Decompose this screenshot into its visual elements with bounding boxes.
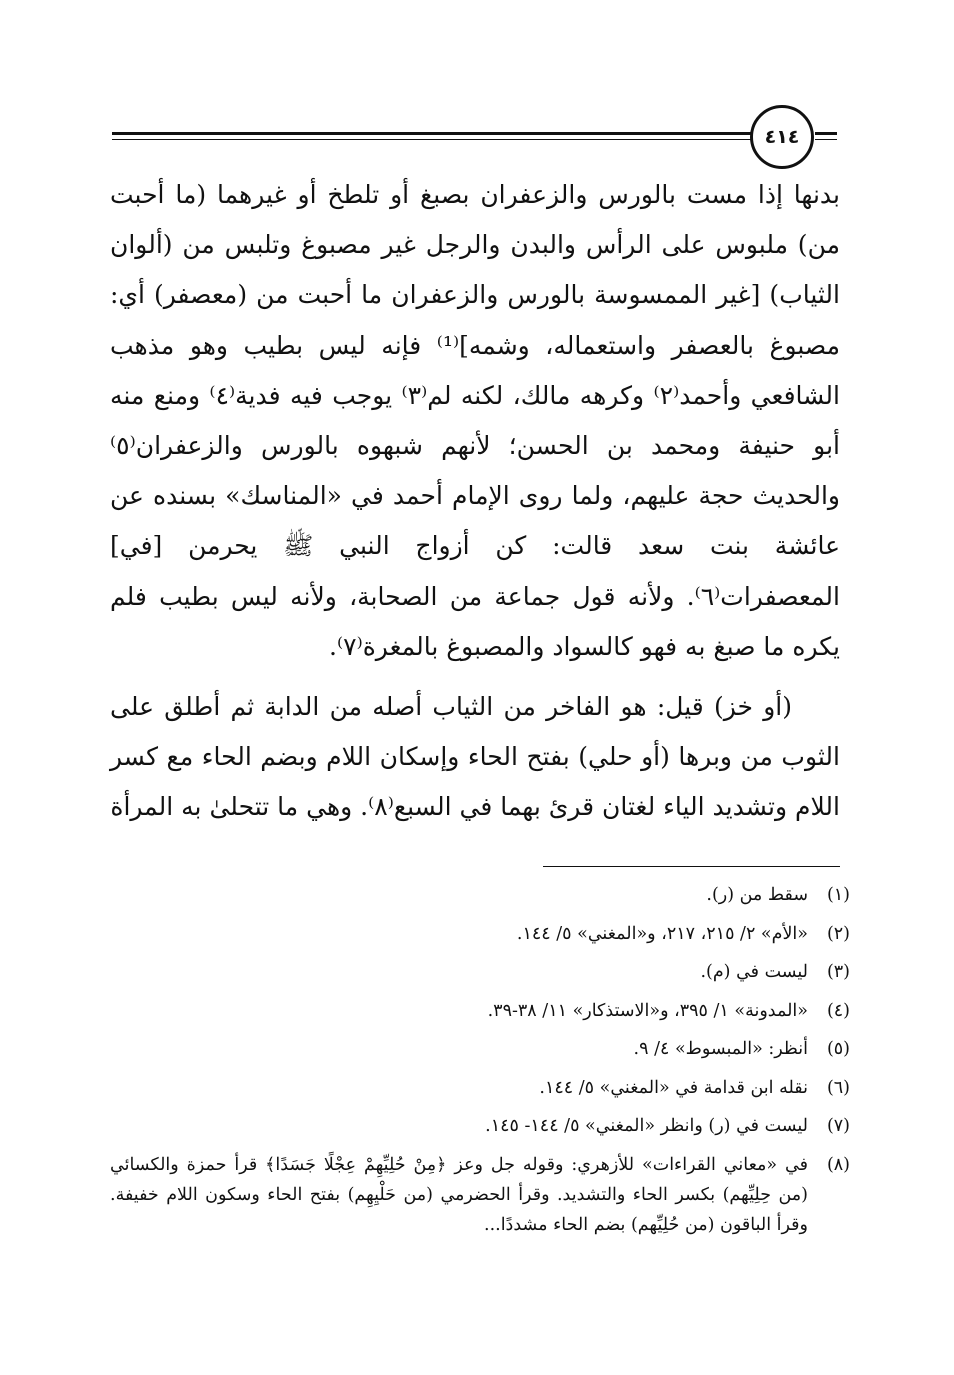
footnote-number: (٧) [826,1116,850,1136]
footnotes [110,876,850,1240]
footnote-text: نقله ابن قدامة في «المغني» ٥/ ١٤٤. [539,1077,808,1098]
header-rule-right [815,132,837,135]
footnote [110,953,850,992]
footnote [110,1146,850,1240]
footnote-text: في «معاني القراءات» للأزهري: وقوله جل وعز ﴿مِنْ حُلِيِّهِمْ عِجْلًا جَسَدًا﴾ قرأ حمزة والكسائي (من حِلِيِّهم) بكسر الحاء والتشديد. وقرأ الحضرمي (من حَلْيِهِم) بفتح الحاء وسكون اللام خفيفة. وقرأ الباقون (من حُلِيِّهم) بضم الحاء مشددًا... [110,1154,808,1235]
header-rule-thin [112,139,752,140]
footnote-number: (٣) [826,962,850,982]
page-header [0,100,954,170]
footnote-number: (٢) [826,923,850,944]
header-rule-right-thin [815,139,837,140]
footnote-text: ليست في (م). [700,962,808,982]
paragraph-1: بدنها إذا مست بالورس والزعفران بصبغ أو تلطخ أو غيرهما (ما أحبت من) ملبوس على الرأس والبدن والرجل غير مصبوغ وتلبس من (ألوان الثياب) [غير الممسوسة بالورس والزعفران ما أحبت من (معصفر) أي: مصبوغ بالعصفر واستعماله، وشمه]⁽¹⁾ فإنه ليس بطيب وهو مذهب الشافعي وأحمد⁽٢⁾ وكرهه مالك، لكنه لم⁽٣⁾ يوجب فيه فدية⁽٤⁾ ومنع منه أبو حنيفة ومحمد بن الحسن؛ لأنهم شبهوه بالورس والزعفران⁽٥⁾ والحديث حجة عليهم، ولما روى الإمام أحمد في «المناسك» بسنده عن عائشة بنت سعد قالت: كن أزواج النبي ﷺ يحرمن [في] المعصفرات⁽٦⁾. ولأنه قول جماعة من الصحابة، ولأنه ليس بطيب فلم يكره ما صبغ به فهو كالسواد والمصبوغ بالمغرة⁽٧⁾. [110,180,840,661]
footnote-number: (٨) [826,1154,850,1175]
paragraph-2: (أو خز) قيل: هو الفاخر من الثياب أصله من الدابة ثم أطلق على الثوب من وبرها (أو حلي) بفتح الحاء وإسكان اللام وبضم الحاء مع كسر اللام وتشديد الياء لغتان قرئ بهما في السبع⁽٨⁾. وهي ما تتحلىٰ به المرأة [110,692,840,822]
footnote-number: (٤) [826,1000,850,1021]
footnote [110,1069,850,1108]
footnote-text: ليست في (ر) وانظر «المغني» ٥/ ١٤٤- ١٤٥. [485,1116,808,1136]
footnote [110,876,850,915]
footnote-text: أنظر: «المبسوط» ٤/ ٩. [633,1039,808,1059]
footnote [110,915,850,954]
footnote [110,1030,850,1069]
footnote-number: (٦) [826,1077,850,1098]
footnote-number: (٥) [826,1039,850,1059]
header-rule [112,132,752,135]
footnote-text: سقط من (ر). [706,885,808,905]
main-text [110,170,840,833]
footnote-text: «الأم» ٢/ ٢١٥، ٢١٧، و«المغني» ٥/ ١٤٤. [516,923,808,944]
footnote [110,992,850,1031]
footnote [110,1107,850,1146]
footnote-text: «المدونة» ١/ ٣٩٥، و«الاستذكار» ١١/ ٣٨-٣٩. [487,1000,808,1021]
page-number: ٤١٤ [750,105,814,169]
footnote-number: (١) [826,885,850,905]
footnote-separator [543,866,840,867]
